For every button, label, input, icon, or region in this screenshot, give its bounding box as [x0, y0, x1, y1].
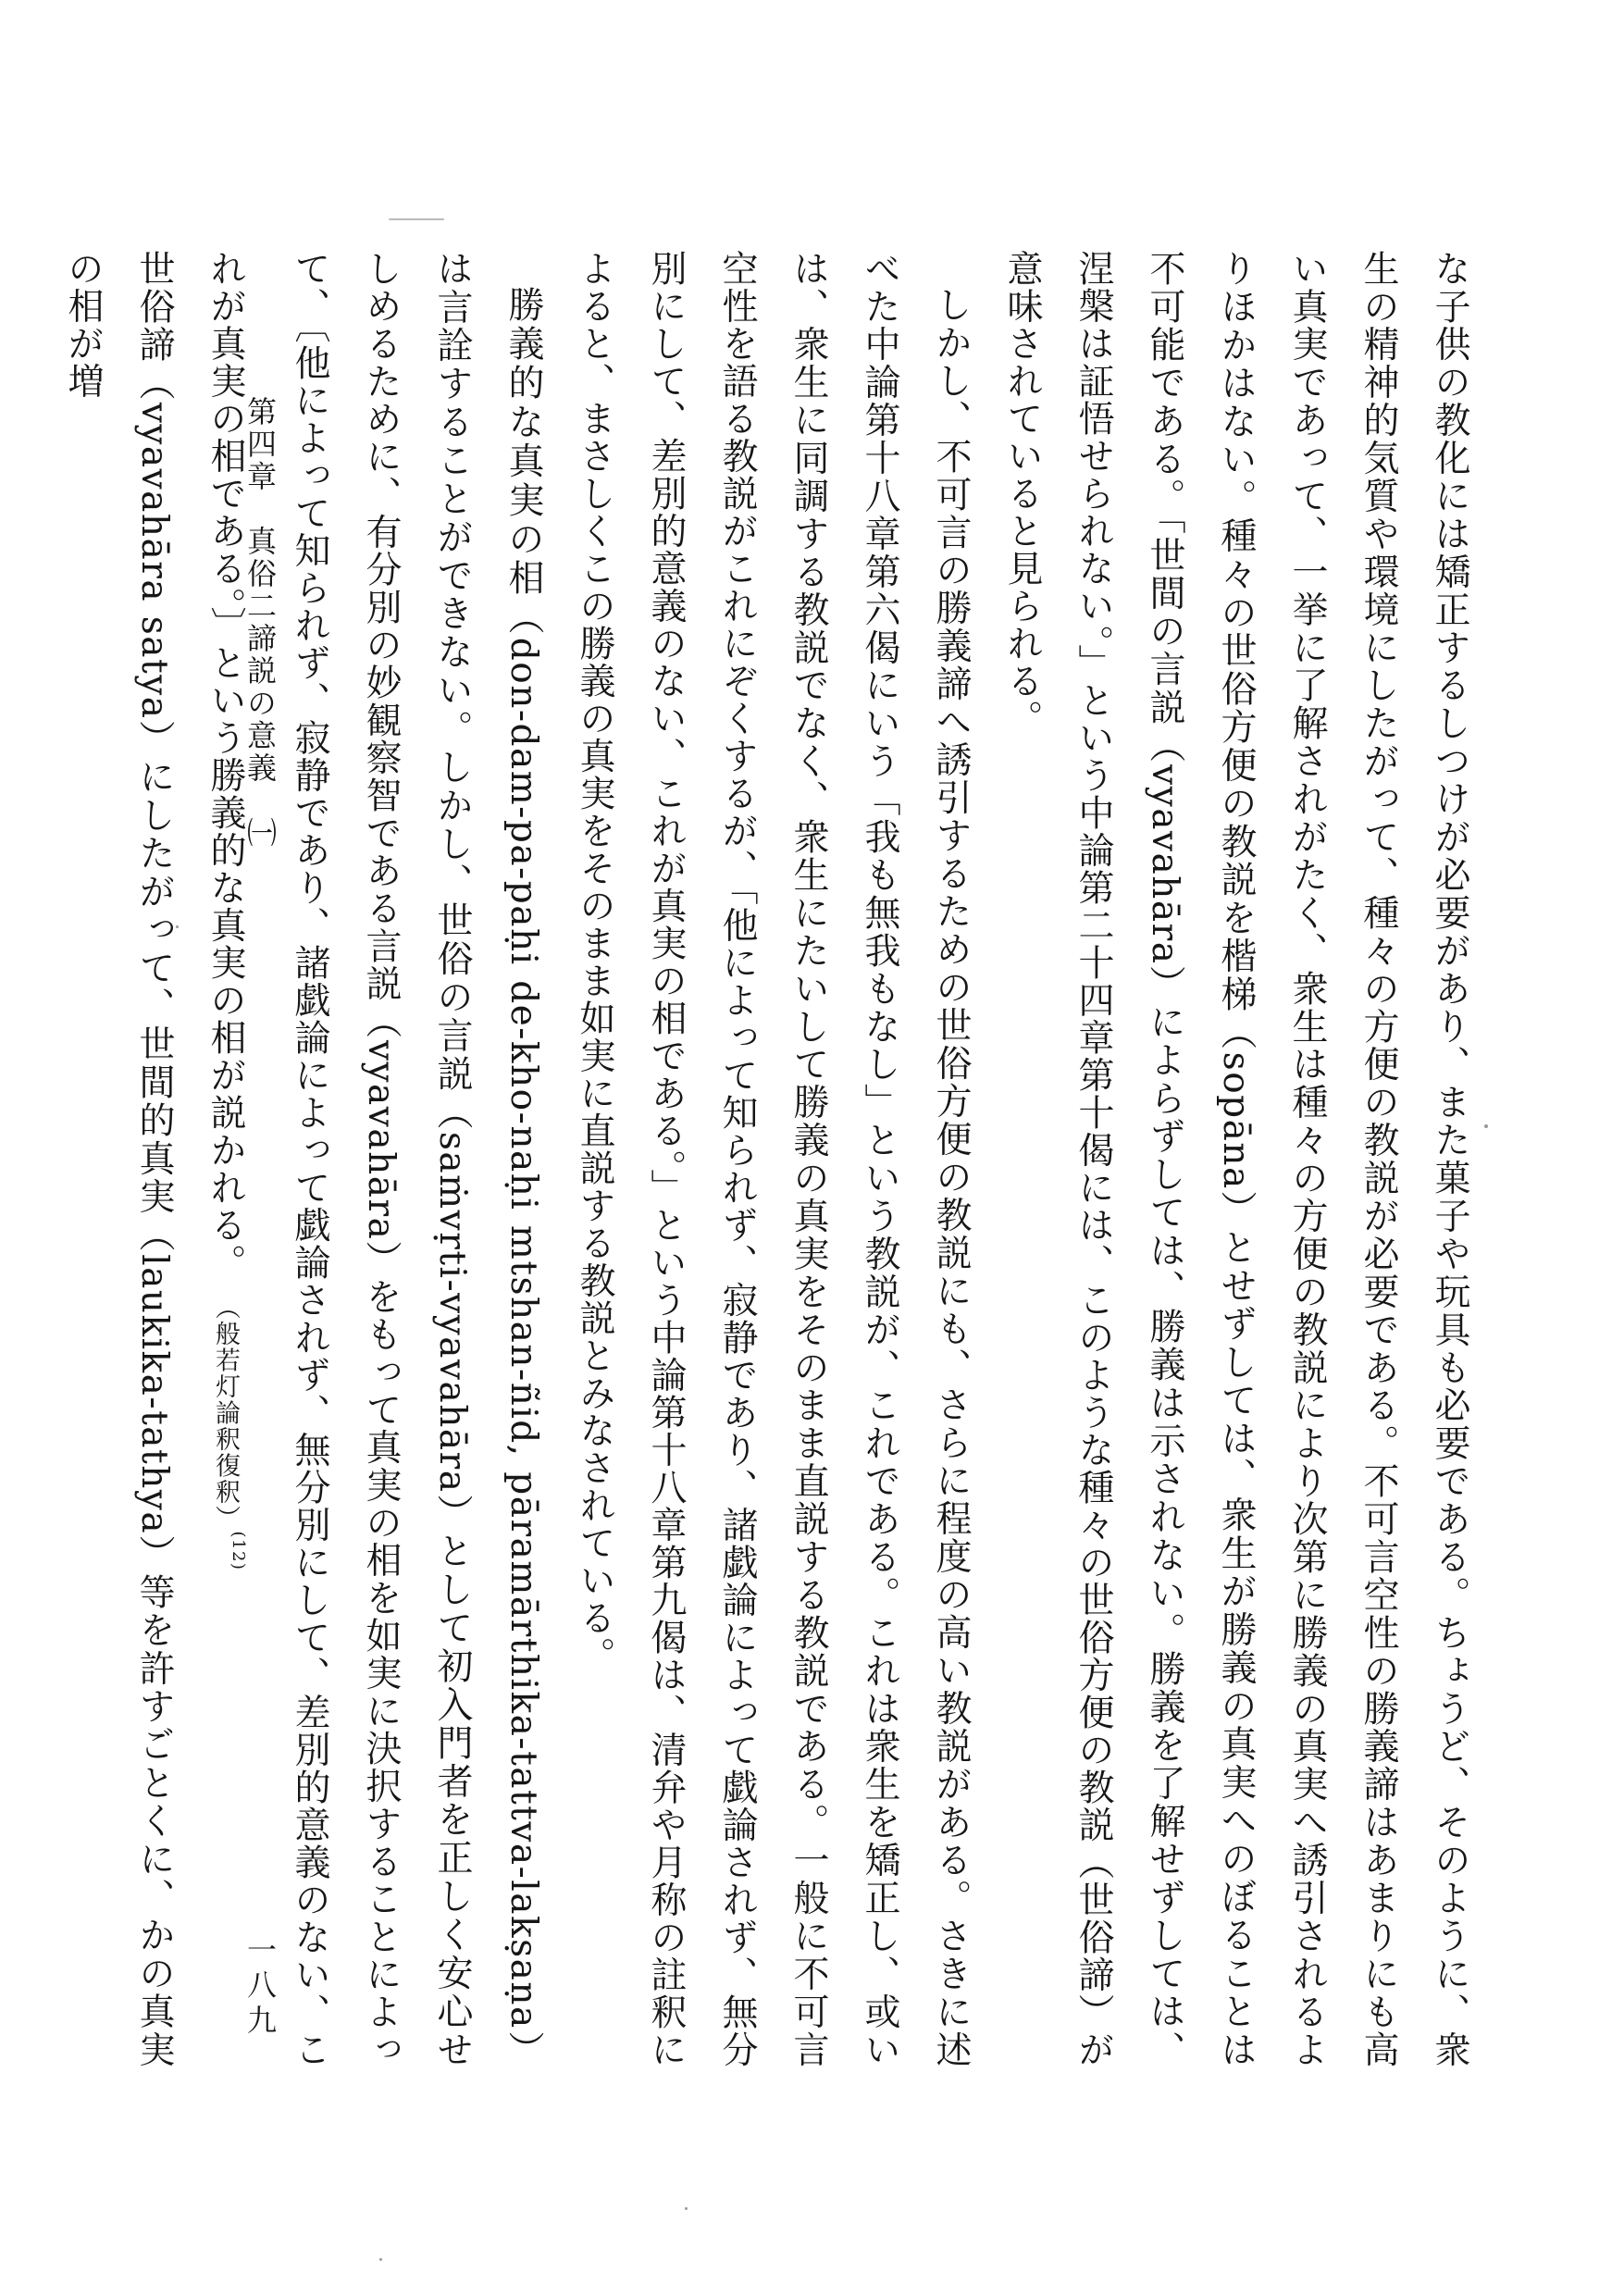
paragraph-1 — [986, 250, 1485, 2068]
paragraph-2 — [559, 250, 986, 2068]
paragraph-4 — [47, 250, 190, 2068]
scan-speck — [379, 2258, 382, 2261]
paragraph-3-text: 勝義的な真実の相（don-dam-pa-paḥi de-kho-naḥi mtshan-ñid, pāramārthika-tattva-lakṣaṇa）は言詮することができない。しかし、世俗の言説（saṁvṛti-vyavahāra）として初入門者を正しく安心せしめるために、有分別の妙観察智である言説（vyavahāra）をもって真実の相を如実に決択することによって、〔他によって知られず、寂静であり、諸戯論によって戯論されず、無分別にして、差別的意義のない、これが真実の相である。〕という勝義的な真実の相が説かれる。 — [205, 250, 544, 2068]
paragraph-4-text: 世俗諦（vyavahāra satya）にしたがって、世間的真実（laukika-tathya）等を許すごとくに、かの真実の相が増 — [62, 250, 175, 2068]
scan-speck — [389, 218, 444, 220]
footnote-ref-12: (12) — [229, 1531, 248, 1571]
page-number: 一八九 — [242, 1934, 278, 2040]
scan-speck — [176, 925, 179, 928]
paragraph-2-text: しかし、不可言の勝義諦へ誘引するための世俗方便の教説にも、さらに程度の高い教説がある。さきに述べた中論第十八章第六偈にいう「我も無我もなし」という教説が、これである。これは衆生を矯正し、或いは、衆生に同調する教説でなく、衆生にたいして勝義の真実をそのまま直説する教説である。一般に不可言空性を語る教説がこれにぞくするが、「他によって知られず、寂静であり、諸戯論によって戯論されず、無分別にして、差別的意義のない、これが真実の相である。」という中論第十八章第九偈は、清弁や月称の註釈によると、まさしくこの勝義の真実をそのまま如実に直説する教説とみなされている。 — [574, 250, 972, 2069]
citation-note: （般若灯論釈復釈） — [211, 1306, 240, 1532]
scan-speck — [1484, 1124, 1488, 1128]
scan-speck — [685, 2207, 688, 2210]
paragraph-1-text: な子供の教化には矯正するしつけが必要があり、また菓子や玩具も必要である。ちょうど、そのように、衆生の精神的気質や環境にしたがって、種々の方便の教説が必要である。不可言空性の勝義諦はあまりにも高い真実であって、一挙に了解されがたく、衆生は種々の方便の教説により次第に勝義の真実へ誘引されるよりほかはない。種々の世俗方便の教説を楷梯（sopāna）とせずしては、衆生が勝義の真実へのぼることは不可能である。「世間の言説（vyavahāra）によらずしては、勝義は示されない。勝義を了解せずしては、涅槃は証悟せられない。」という中論第二十四章第十偈には、このような種々の世俗方便の教説（世俗諦）が意味されていると見られる。 — [1001, 250, 1470, 2069]
running-header: 第四章 真俗二諦説の意義 ㈠ — [242, 396, 278, 850]
